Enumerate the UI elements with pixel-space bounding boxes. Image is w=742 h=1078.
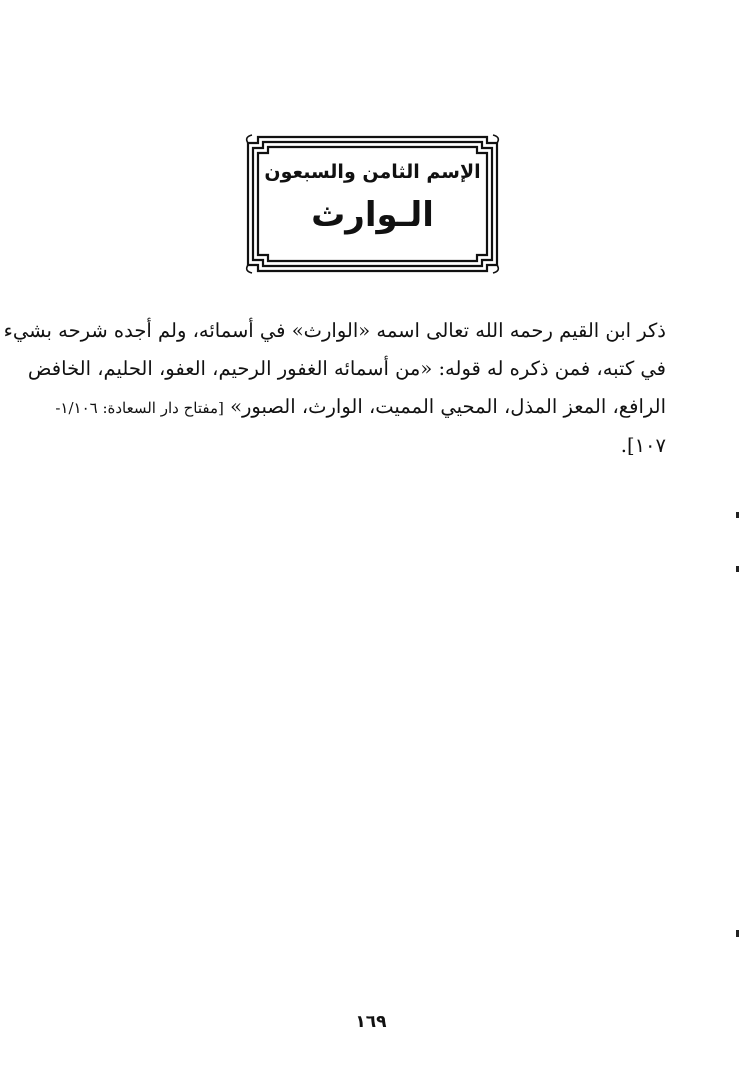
body-line-3-text: الرافع، المعز المذل، المحيي المميت، الوارث، الصبور» xyxy=(230,395,666,418)
title-frame xyxy=(244,133,501,275)
section-title: الـوارث xyxy=(311,195,434,235)
scan-edge-mark xyxy=(736,512,739,518)
scan-edge-mark xyxy=(736,930,739,937)
body-line-2: في كتبه، فمن ذكره له قوله: «من أسمائه الغفور الرحيم، العفو، الحليم، الخافض xyxy=(27,357,666,380)
page-number: ١٦٩ xyxy=(355,1012,387,1032)
body-line-4: ١٠٧]. xyxy=(620,434,666,457)
section-subtitle: الإسم الثامن والسبعون xyxy=(264,161,481,183)
body-line-3 xyxy=(55,388,666,427)
body-paragraph xyxy=(3,312,666,465)
body-line-1: ذكر ابن القيم رحمه الله تعالى اسمه «الوارث» في أسمائه، ولم أجده شرحه بشيء xyxy=(3,319,666,342)
source-reference: [مفتاح دار السعادة: ١/١٠٦- xyxy=(55,399,224,417)
scan-edge-mark xyxy=(736,566,739,572)
